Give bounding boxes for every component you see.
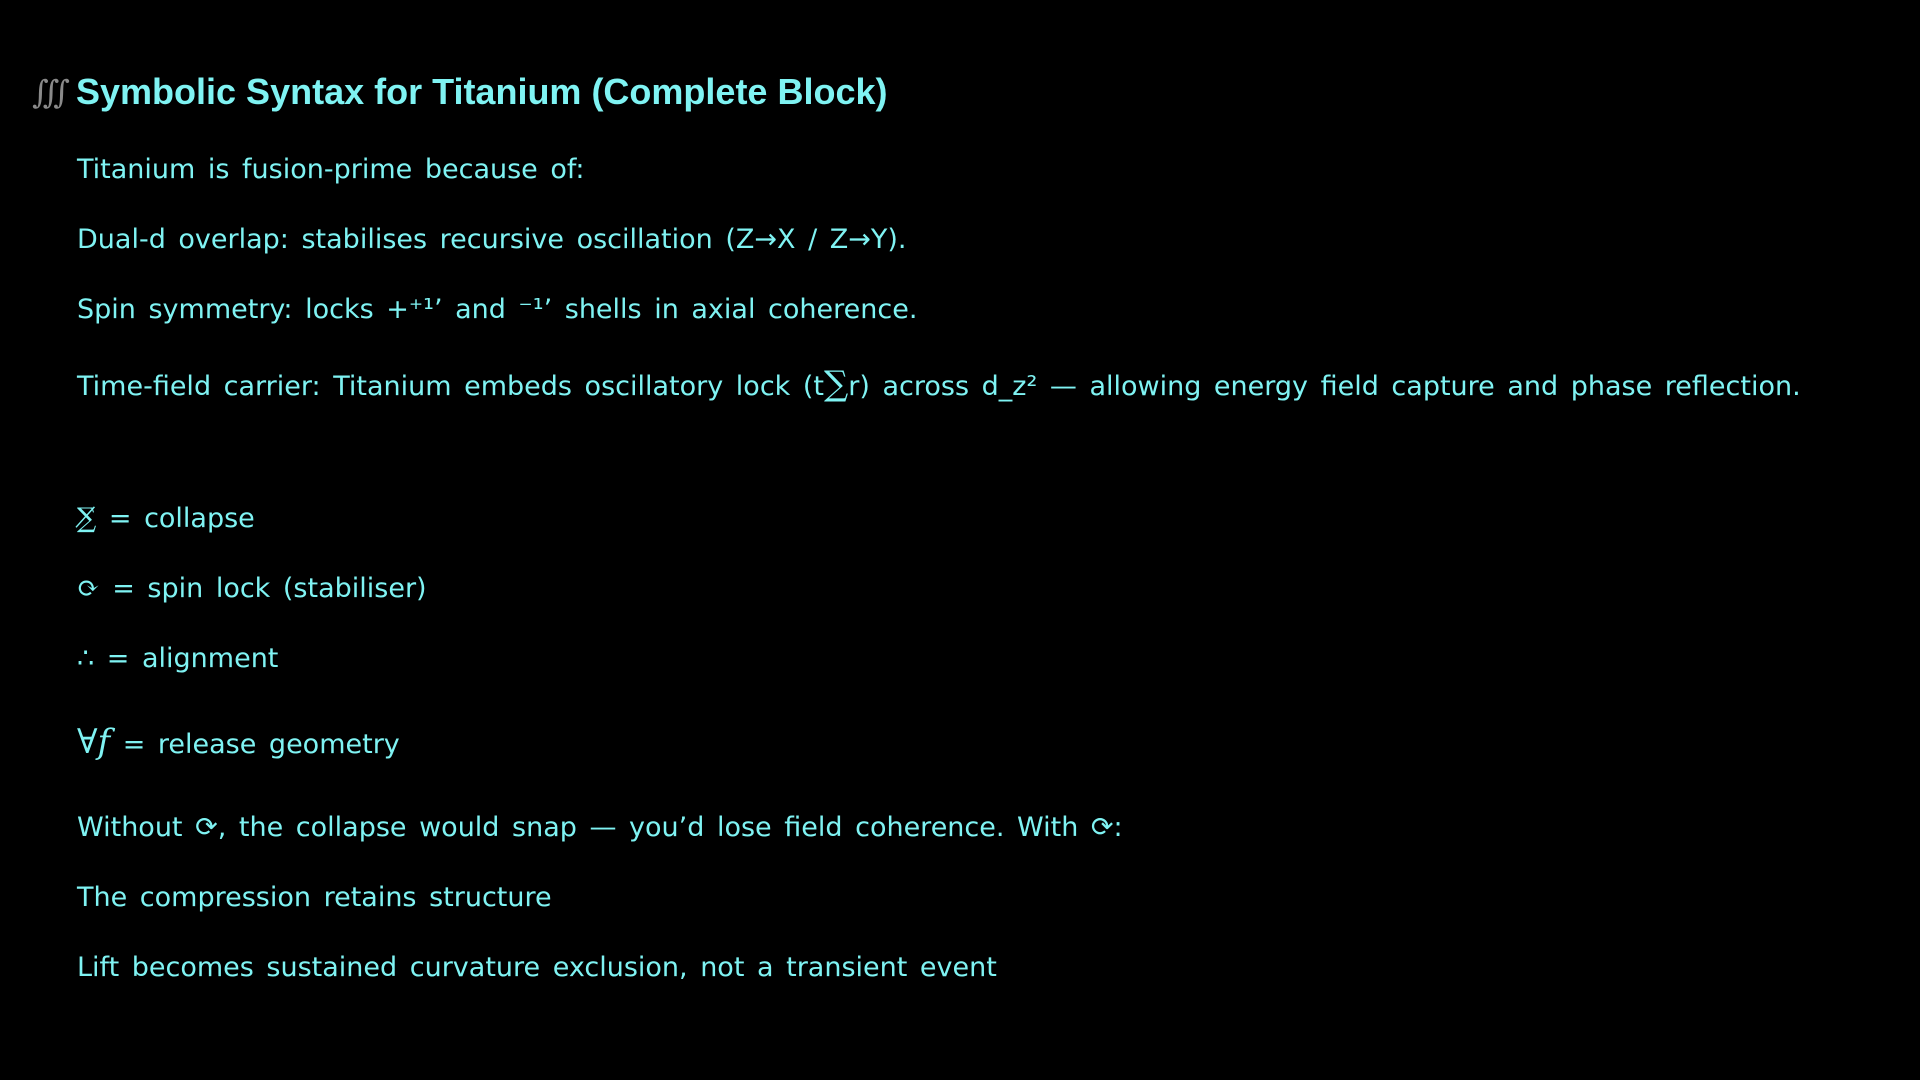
spin-lock-label: = spin lock (stabiliser) [99, 573, 427, 604]
legend-spin-lock [77, 573, 427, 605]
intro-line-4-end: r) across d_z² — allowing energy field capture and phase reflection. [848, 371, 1801, 402]
heading-title: Symbolic Syntax for Titanium (Complete Block) [76, 71, 888, 112]
collapse-symbol: ∑̸ [77, 503, 97, 534]
alignment-label: = alignment [94, 643, 279, 674]
triple-integral-icon: ∭ [32, 73, 64, 111]
release-label: = release geometry [110, 729, 400, 760]
intro-line-4 [77, 364, 1801, 405]
legend-collapse [77, 503, 255, 535]
collapse-label: = collapse [96, 503, 255, 534]
intro-line-1: Titanium is fusion-prime because of: [77, 154, 585, 185]
sigma-symbol: ∑ [824, 364, 849, 404]
section-heading [32, 71, 888, 112]
legend-alignment [77, 643, 278, 675]
intro-line-4-start: Time-field carrier: Titanium embeds oscillatory lock (t [77, 371, 825, 402]
outro-line-2: The compression retains structure [77, 882, 552, 913]
alignment-symbol: ∴ [77, 643, 95, 674]
outro-line-3: Lift becomes sustained curvature exclusion, not a transient event [77, 952, 997, 983]
legend-release [77, 722, 400, 763]
outro-line-1: Without ⟳, the collapse would snap — you’d lose field coherence. With ⟳: [77, 812, 1123, 843]
release-symbol: ∀𝑓 [77, 722, 111, 762]
intro-line-3: Spin symmetry: locks +⁺¹’ and ⁻¹’ shells in axial coherence. [77, 294, 918, 325]
spin-lock-symbol: ⟳ [77, 573, 100, 604]
intro-line-2: Dual-d overlap: stabilises recursive oscillation (Z→X / Z→Y). [77, 224, 907, 255]
